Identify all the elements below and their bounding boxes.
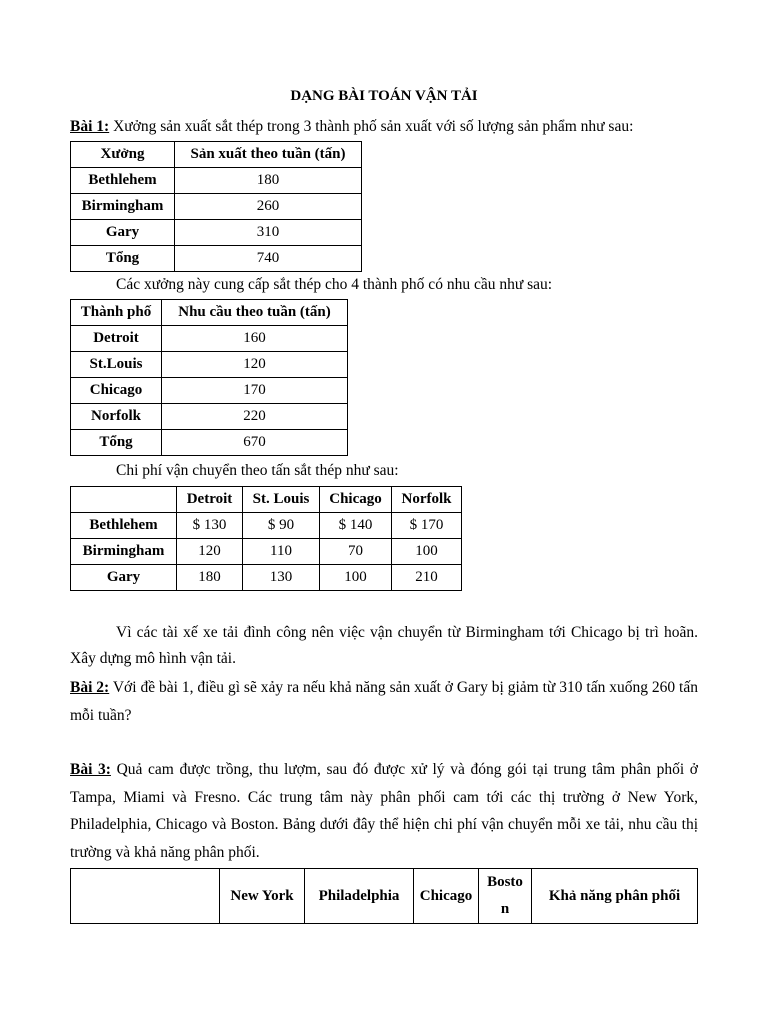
table-row (71, 168, 362, 194)
table-cell: 220 (162, 404, 348, 430)
table-cell: 120 (162, 352, 348, 378)
bai1-intro-text: Xưởng sản xuất sắt thép trong 3 thành phố sản xuất với số lượng sản phẩm như sau: (109, 118, 634, 135)
table-header-cell: Philadelphia (305, 869, 414, 924)
table-cell: $ 130 (177, 513, 243, 539)
table-row (71, 220, 362, 246)
bai2-paragraph (70, 674, 698, 730)
bai1-text2: Các xưởng này cung cấp sắt thép cho 4 thành phố có nhu cầu như sau: (116, 276, 553, 293)
table-row (71, 246, 362, 272)
table-cell: 740 (175, 246, 362, 272)
table-header-cell: St. Louis (243, 487, 320, 513)
table-cell: 100 (320, 565, 392, 591)
table-cell: Birmingham (71, 539, 177, 565)
table-row (71, 539, 462, 565)
table-cell: 170 (162, 378, 348, 404)
table-cell: $ 90 (243, 513, 320, 539)
table-header-row (71, 487, 462, 513)
table-cell: Tổng (71, 430, 162, 456)
table-row (71, 404, 348, 430)
table-cell: 160 (162, 326, 348, 352)
table-header-cell: Boston (479, 869, 532, 924)
bai1-text4: Vì các tài xế xe tải đình công nên việc vận chuyển từ Birmingham tới Chicago bị trì hoãn. Xây dựng mô hình vận tải. (70, 624, 698, 667)
table-production (70, 141, 362, 272)
bai3-paragraph (70, 756, 698, 866)
table-cell: Gary (71, 220, 175, 246)
table-header-cell: Nhu cầu theo tuần (tấn) (162, 300, 348, 326)
table-cell: 100 (392, 539, 462, 565)
table-cell: 70 (320, 539, 392, 565)
table-header-cell: Sản xuất theo tuần (tấn) (175, 142, 362, 168)
table-header-cell: Xưởng (71, 142, 175, 168)
table-demand (70, 299, 348, 456)
table-cell: 260 (175, 194, 362, 220)
table-header-cell: Thành phố (71, 300, 162, 326)
table-cell: Bethlehem (71, 513, 177, 539)
table-header-cell: Norfolk (392, 487, 462, 513)
table-cell: 180 (175, 168, 362, 194)
table-row (71, 513, 462, 539)
table-row (71, 378, 348, 404)
table-cell: Bethlehem (71, 168, 175, 194)
table-cell: 110 (243, 539, 320, 565)
table-cell: Tổng (71, 246, 175, 272)
bai3-label: Bài 3: (70, 761, 111, 778)
table-cell: Norfolk (71, 404, 162, 430)
table-cell: Birmingham (71, 194, 175, 220)
table-header-row (71, 142, 362, 168)
table-row (71, 326, 348, 352)
table-cell: 130 (243, 565, 320, 591)
table-cell: Gary (71, 565, 177, 591)
table-cost (70, 486, 462, 591)
table-header-cell: New York (220, 869, 305, 924)
table-header-cell (71, 487, 177, 513)
table-cell: St.Louis (71, 352, 162, 378)
bai2-text: Với đề bài 1, điều gì sẽ xảy ra nếu khả năng sản xuất ở Gary bị giảm từ 310 tấn xuống 260 tấn mỗi tuần? (70, 679, 698, 724)
table-row (71, 352, 348, 378)
page-title: DẠNG BÀI TOÁN VẬN TẢI (290, 88, 478, 104)
table-cell: Chicago (71, 378, 162, 404)
table-cell: 670 (162, 430, 348, 456)
table-cell: Detroit (71, 326, 162, 352)
bai1-intro (70, 114, 698, 140)
table-header-cell: Chicago (414, 869, 479, 924)
table-row (71, 430, 348, 456)
bai2-label: Bài 2: (70, 679, 110, 696)
table-cell: 310 (175, 220, 362, 246)
table-header-cell: Chicago (320, 487, 392, 513)
table-cell: $ 170 (392, 513, 462, 539)
table-header-row (71, 300, 348, 326)
table-orange-distribution (70, 868, 698, 924)
table-cell: 120 (177, 539, 243, 565)
table-header-cell: Khả năng phân phối (532, 869, 698, 924)
table-row (71, 565, 462, 591)
bai3-text: Quả cam được trồng, thu lượm, sau đó được xử lý và đóng gói tại trung tâm phân phối ở Tampa, Miami và Fresno. Các trung tâm này phân phối cam tới các thị trường ở New York, Philadelphia, Chicago và Boston. Bảng dưới đây thể hiện chi phí vận chuyển mỗi xe tải, nhu cầu thị trường và khả năng phân phối. (70, 761, 698, 861)
table-header-cell (71, 869, 220, 924)
table-header-cell: Detroit (177, 487, 243, 513)
table-cell: 180 (177, 565, 243, 591)
table-header-row (71, 869, 698, 924)
table-row (71, 194, 362, 220)
table-cell: 210 (392, 565, 462, 591)
bai1-label: Bài 1: (70, 118, 110, 135)
table-cell: $ 140 (320, 513, 392, 539)
bai1-text3: Chi phí vận chuyển theo tấn sắt thép như sau: (116, 462, 399, 479)
